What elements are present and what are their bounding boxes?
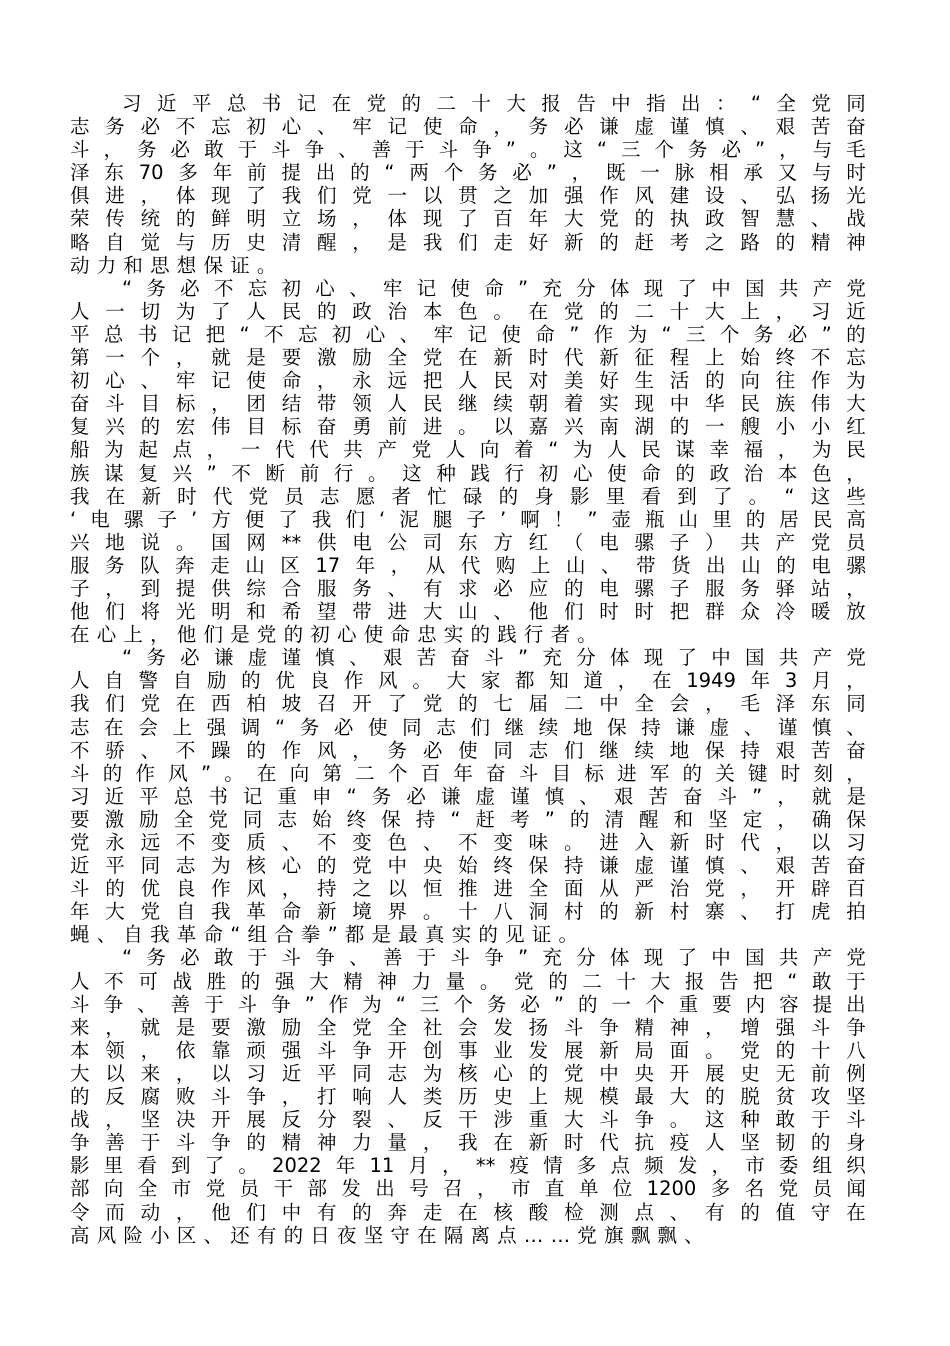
paragraph (70, 92, 866, 277)
paragraph (70, 946, 866, 1246)
text-line: “ 务 必 敢 于 斗 争 、 善 于 斗 争 ” 充 分 体 现 了 中 国 共 产 党 (122, 946, 866, 970)
text-line: 志 在 会 上 强 调 “ 务 必 使 同 志 们 继 续 地 保 持 谦 虚 、 谨 慎 、 (70, 715, 866, 739)
text-line: 在心上，他们是党的初心使命忠实的践行者。 (70, 623, 605, 647)
text-line: 平 总 书 记 把 “ 不 忘 初 心 、 牢 记 使 命 ” 作 为 “ 三 个 务 必 ” 的 (70, 322, 866, 346)
text-line: 子 ， 到 提 供 综 合 服 务 、 有 求 必 应 的 电 骡 子 服 务 驿 站 ， (70, 576, 866, 600)
text-line: 我 在 新 时 代 党 员 志 愿 者 忙 碌 的 身 影 里 看 到 了 。 “ 这 些 (70, 484, 866, 508)
text-line: 不 骄 、 不 躁 的 作 风 ， 务 必 使 同 志 们 继 续 地 保 持 艰 苦 奋 (70, 738, 866, 762)
text-line: 奋 斗 目 标 ， 团 结 带 领 人 民 继 续 朝 着 实 现 中 华 民 族 伟 大 (70, 392, 866, 416)
text-line: 斗 的 作 风 ” 。 在 向 第 二 个 百 年 奋 斗 目 标 进 军 的 关 键 时 刻 ， (70, 761, 866, 785)
text-line: 第 一 个 ， 就 是 要 激 励 全 党 在 新 时 代 新 征 程 上 始 终 不 忘 (70, 346, 866, 370)
text-line: “ 务 必 不 忘 初 心 、 牢 记 使 命 ” 充 分 体 现 了 中 国 共 产 党 (122, 276, 866, 300)
text-line: 复 兴 的 宏 伟 目 标 奋 勇 前 进 。 以 嘉 兴 南 湖 的 一 艘 小 小 红 (70, 415, 866, 439)
text-line: 志 务 必 不 忘 初 心 、 牢 记 使 命 ， 务 必 谦 虚 谨 慎 、 艰 苦 奋 (70, 115, 866, 139)
text-line: 影 里 看 到 了 。 2022 年 11 月 ， ** 疫 情 多 点 频 发 ， 市 委 组 织 (70, 1154, 866, 1178)
text-line: 泽 东 70 多 年 前 提 出 的 “ 两 个 务 必 ” ， 既 一 脉 相 承 又 与 时 (70, 161, 866, 185)
text-line: 习 近 平 总 书 记 重 申 “ 务 必 谦 虚 谨 慎 、 艰 苦 奋 斗 ” ， 就 是 (70, 784, 866, 808)
text-line: 人 一 切 为 了 人 民 的 政 治 本 色 。 在 党 的 二 十 大 上 ， 习 近 (70, 299, 866, 323)
text-line: 服 务 队 奔 走 山 区 17 年 ， 从 代 购 上 山 、 带 货 出 山 的 电 骡 (70, 553, 866, 577)
paragraph (70, 277, 866, 647)
text-line: 斗 ， 务 必 敢 于 斗 争 、 善 于 斗 争 ” 。 这 “ 三 个 务 必 ” ， 与 毛 (70, 138, 866, 162)
text-line: 族 谋 复 兴 ” 不 断 前 行 。 这 种 践 行 初 心 使 命 的 政 治 本 色 ， (70, 461, 866, 485)
text-line: 蝇、自我革命“组合拳”都是最真实的见证。 (70, 923, 586, 947)
text-line: 荣 传 统 的 鲜 明 立 场 ， 体 现 了 百 年 大 党 的 执 政 智 慧 、 战 (70, 207, 866, 231)
text-line: 争 善 于 斗 争 的 精 神 力 量 ， 我 在 新 时 代 抗 疫 人 坚 韧 的 身 (70, 1131, 866, 1155)
text-line: 的 反 腐 败 斗 争 ， 打 响 人 类 历 史 上 规 模 最 大 的 脱 贫 攻 坚 (70, 1085, 866, 1109)
text-line: 部 向 全 市 党 员 干 部 发 出 号 召 ， 市 直 单 位 1200 多 名 党 员 闻 (70, 1177, 866, 1201)
text-line: 略 自 觉 与 历 史 清 醒 ， 是 我 们 走 好 新 的 赶 考 之 路 的 精 神 (70, 230, 866, 254)
text-line: 斗 争 、 善 于 斗 争 ” 作 为 “ 三 个 务 必 ” 的 一 个 重 要 内 容 提 出 (70, 992, 866, 1016)
text-line: 人 自 警 自 励 的 优 良 作 风 。 大 家 都 知 道 ， 在 1949 年 3 月 ， (70, 669, 866, 693)
text-line: 要 激 励 全 党 同 志 始 终 保 持 “ 赶 考 ” 的 清 醒 和 坚 定 ， 确 保 (70, 807, 866, 831)
text-line: 动力和思想保证。 (70, 253, 284, 277)
text-line: 大 以 来 ， 以 习 近 平 同 志 为 核 心 的 党 中 央 开 展 史 无 前 例 (70, 1061, 866, 1085)
text-line: 令 而 动 ， 他 们 中 有 的 奔 走 在 核 酸 检 测 点 、 有 的 值 守 在 (70, 1200, 866, 1224)
text-line: 党 永 远 不 变 质 、 不 变 色 、 不 变 味 。 进 入 新 时 代 ， 以 习 (70, 831, 866, 854)
text-line: 我 们 党 在 西 柏 坡 召 开 了 党 的 七 届 二 中 全 会 ， 毛 泽 东 同 (70, 692, 866, 716)
text-line: 本 领 ， 依 靠 顽 强 斗 争 开 创 事 业 发 展 新 局 面 。 党 的 十 八 (70, 1038, 866, 1062)
text-line: 兴 地 说 。 国 网 ** 供 电 公 司 东 方 红 （ 电 骡 子 ） 共 产 党 员 (70, 530, 866, 554)
text-line: ‘ 电 骡 子 ’ 方 便 了 我 们 ‘ 泥 腿 子 ’ 啊 ！ ” 壶 瓶 山 里 的 居 民 高 (70, 507, 866, 531)
text-line: 高风险小区、还有的日夜坚守在隔离点……党旗飘飘、 (70, 1223, 711, 1247)
paragraph (70, 646, 866, 946)
text-line: 船 为 起 点 ， 一 代 代 共 产 党 人 向 着 “ 为 人 民 谋 幸 福 ， 为 民 (70, 438, 866, 462)
text-line: 人 不 可 战 胜 的 强 大 精 神 力 量 。 党 的 二 十 大 报 告 把 “ 敢 于 (70, 969, 866, 993)
text-line: 俱 进 ， 体 现 了 我 们 党 一 以 贯 之 加 强 作 风 建 设 、 弘 扬 光 (70, 184, 866, 208)
text-line: 习 近 平 总 书 记 在 党 的 二 十 大 报 告 中 指 出 ： “ 全 党 同 (122, 92, 866, 115)
text-line: 近 平 同 志 为 核 心 的 党 中 央 始 终 保 持 谦 虚 谨 慎 、 艰 苦 奋 (70, 854, 866, 878)
text-line: 战 ， 坚 决 开 展 反 分 裂 、 反 干 涉 重 大 斗 争 。 这 种 敢 于 斗 (70, 1108, 866, 1132)
text-line: 初 心 、 牢 记 使 命 ， 永 远 把 人 民 对 美 好 生 活 的 向 往 作 为 (70, 369, 866, 393)
article-body (70, 92, 866, 1247)
text-line: 他 们 将 光 明 和 希 望 带 进 大 山 、 他 们 时 时 把 群 众 冷 暖 放 (70, 600, 866, 624)
text-line: “ 务 必 谦 虚 谨 慎 、 艰 苦 奋 斗 ” 充 分 体 现 了 中 国 共 产 党 (122, 646, 866, 670)
text-line: 来 ， 就 是 要 激 励 全 党 全 社 会 发 扬 斗 争 精 神 ， 增 强 斗 争 (70, 1015, 866, 1039)
text-line: 斗 的 优 良 作 风 ， 持 之 以 恒 推 进 全 面 从 严 治 党 ， 开 辟 百 (70, 877, 866, 901)
text-line: 年 大 党 自 我 革 命 新 境 界 。 十 八 洞 村 的 新 村 寨 、 打 虎 拍 (70, 900, 866, 924)
